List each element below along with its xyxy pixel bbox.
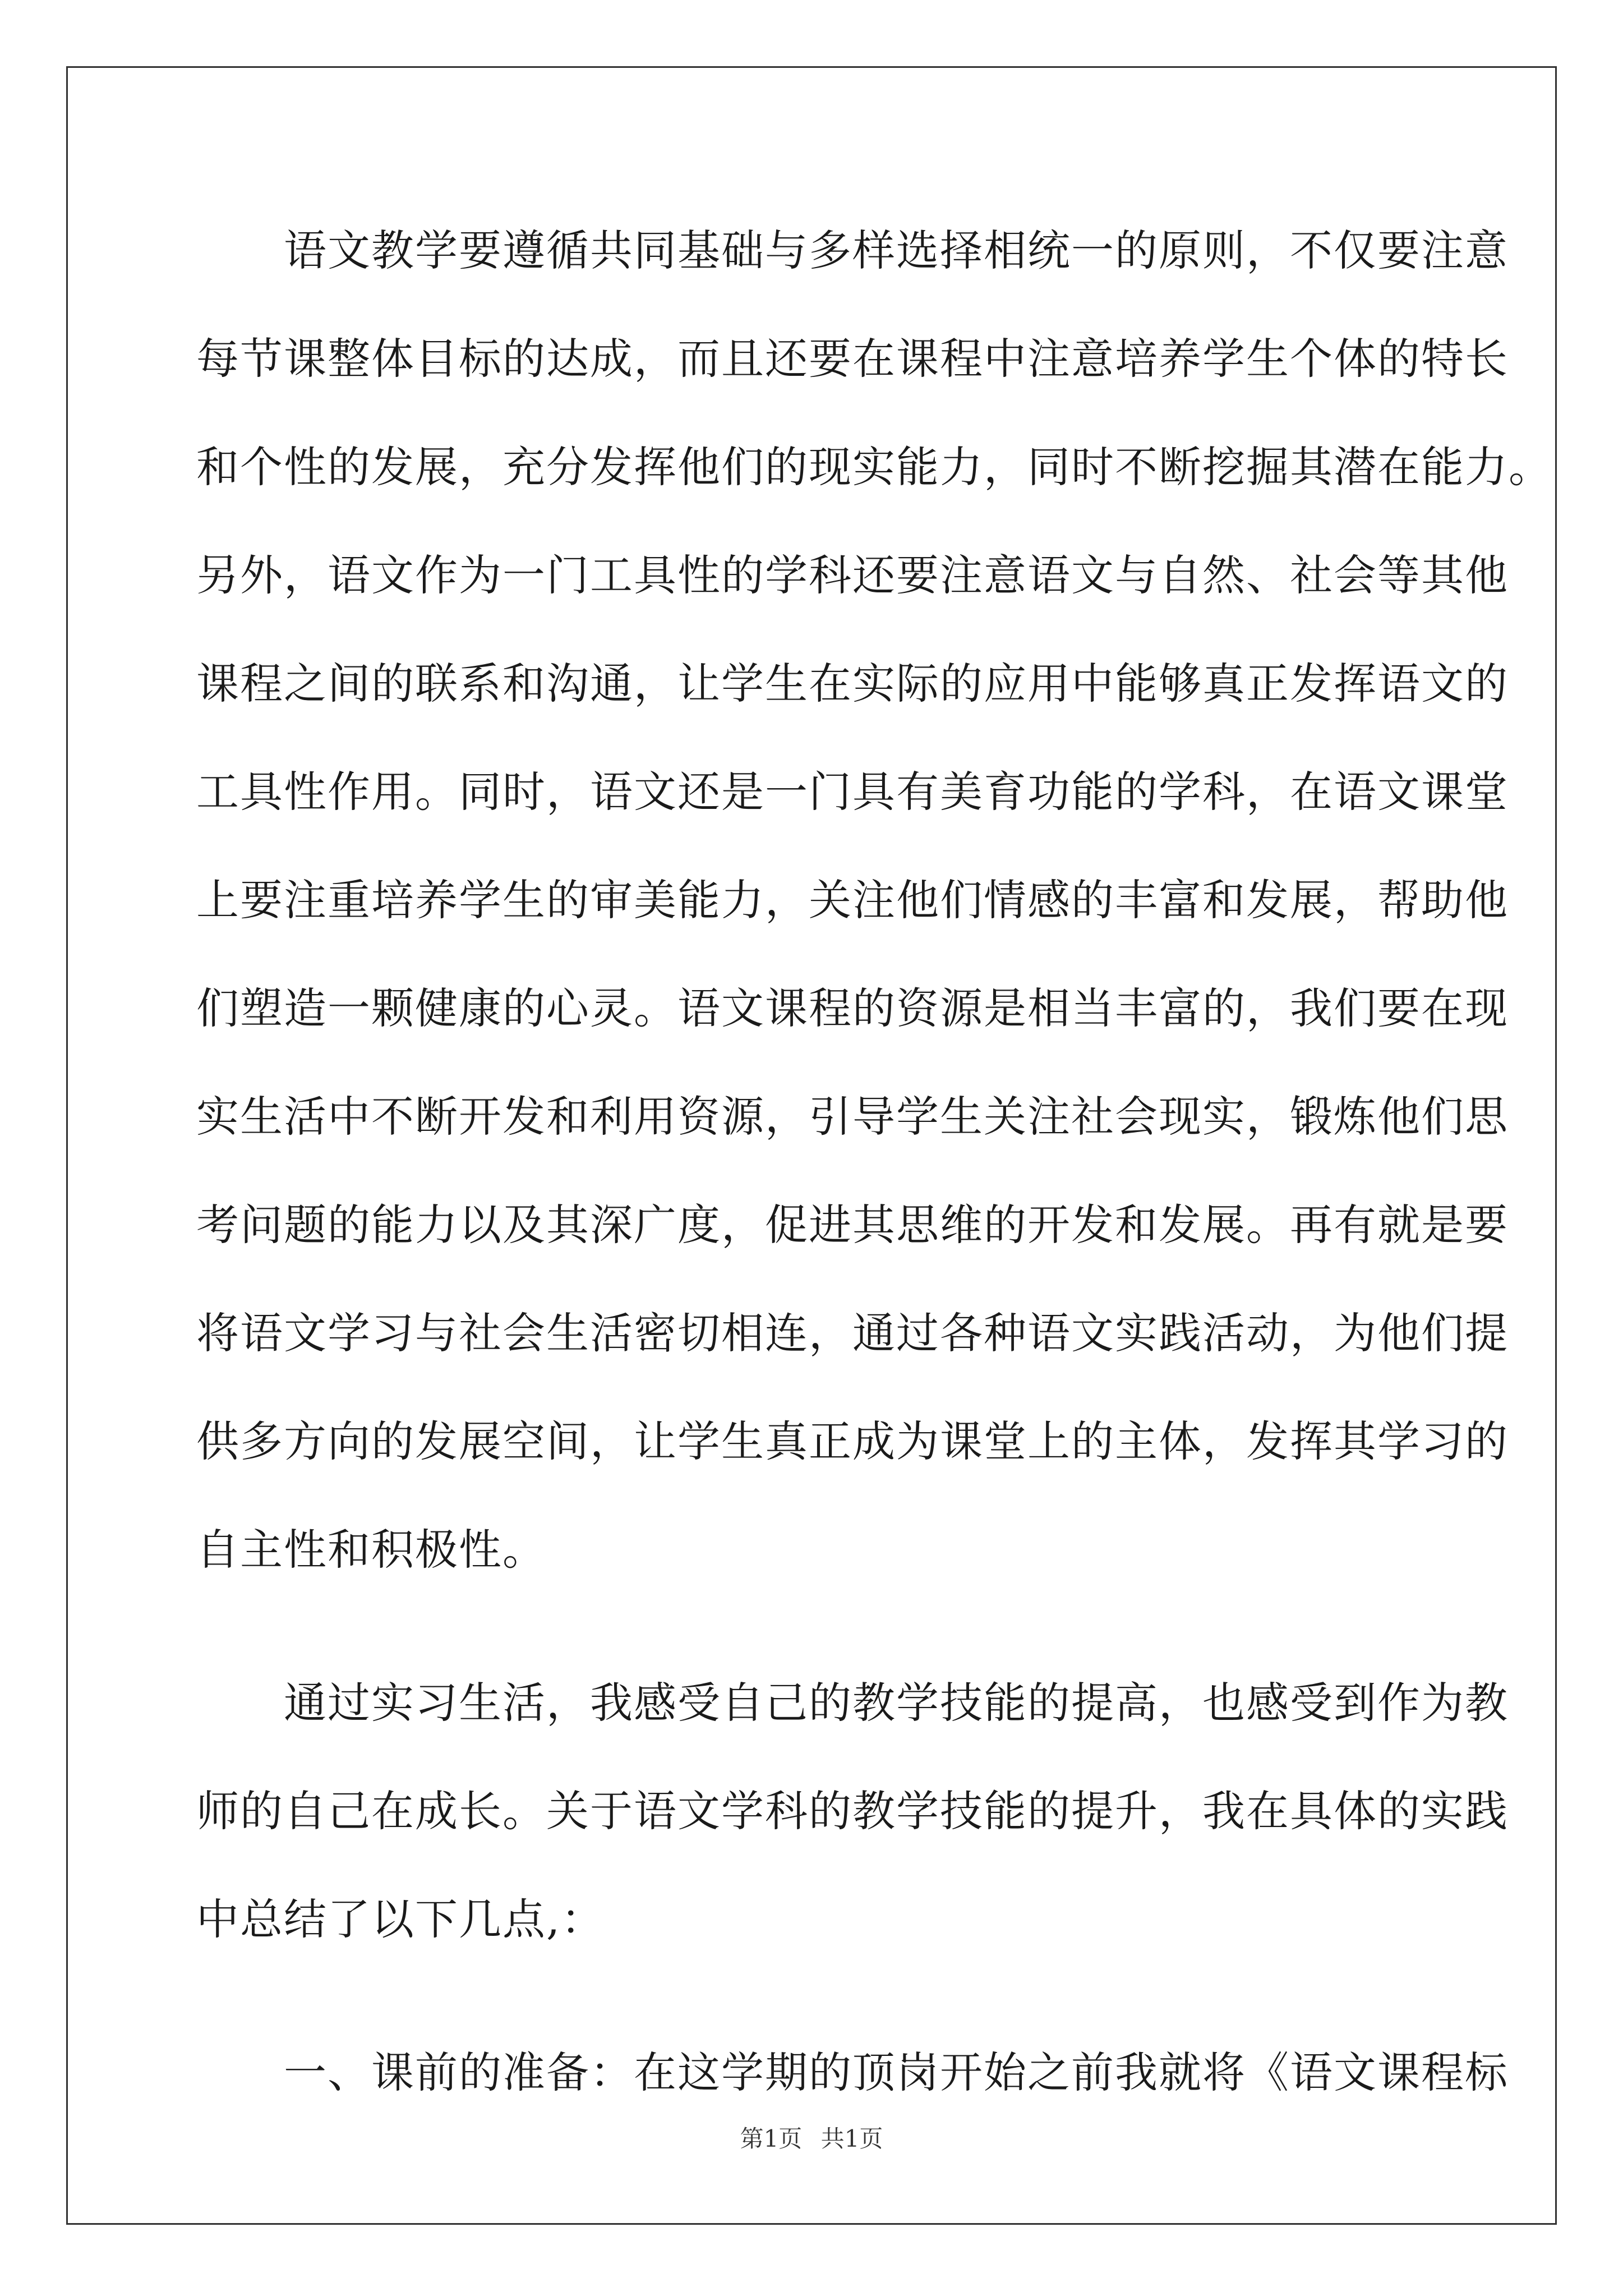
paragraph	[196, 196, 1552, 1604]
text-line: 供多方向的发展空间，让学生真正成为课堂上的主体，发挥其学习的	[196, 1416, 1509, 1466]
text-line: 考问题的能力以及其深广度，促进其思维的开发和发展。再有就是要	[196, 1200, 1509, 1250]
text-line: 们塑造一颗健康的心灵。语文课程的资源是相当丰富的，我们要在现	[196, 983, 1509, 1033]
paragraph-spacing	[196, 1604, 1430, 1649]
page-total: 共1页	[820, 2125, 883, 2152]
text-line: 语文教学要遵循共同基础与多样选择相统一的原则，不仅要注意	[196, 226, 1509, 275]
page-footer	[0, 2120, 1623, 2154]
paragraph	[196, 2018, 1509, 2127]
text-line: 将语文学习与社会生活密切相连，通过各种语文实践活动，为他们提	[196, 1308, 1509, 1358]
text-line: 另外，语文作为一门工具性的学科还要注意语文与自然、社会等其他	[196, 550, 1509, 600]
text-line: 实生活中不断开发和利用资源，引导学生关注社会现实，锻炼他们思	[196, 1092, 1509, 1142]
text-line: 一、课前的准备：在这学期的顶岗开始之前我就将《语文课程标	[196, 2047, 1509, 2097]
text-line: 课程之间的联系和沟通，让学生在实际的应用中能够真正发挥语文的	[196, 659, 1509, 708]
paragraph	[196, 1649, 1509, 1973]
text-line: 自主性和积极性。	[196, 1525, 546, 1575]
page-number: 第1页	[740, 2125, 803, 2152]
text-line: 和个性的发展，充分发挥他们的现实能力，同时不断挖掘其潜在能力。	[196, 442, 1552, 492]
document-body	[196, 196, 1552, 2127]
text-line: 中总结了以下几点,：	[196, 1894, 605, 1944]
text-line: 工具性作用。同时，语文还是一门具有美育功能的学科，在语文课堂	[196, 767, 1509, 817]
text-line: 通过实习生活，我感受自己的教学技能的提高，也感受到作为教	[196, 1678, 1509, 1728]
text-line: 师的自己在成长。关于语文学科的教学技能的提升，我在具体的实践	[196, 1786, 1509, 1836]
paragraph-spacing	[196, 1973, 1430, 2018]
text-line: 上要注重培养学生的审美能力，关注他们情感的丰富和发展，帮助他	[196, 875, 1509, 925]
text-line: 每节课整体目标的达成，而且还要在课程中注意培养学生个体的特长	[196, 334, 1509, 384]
